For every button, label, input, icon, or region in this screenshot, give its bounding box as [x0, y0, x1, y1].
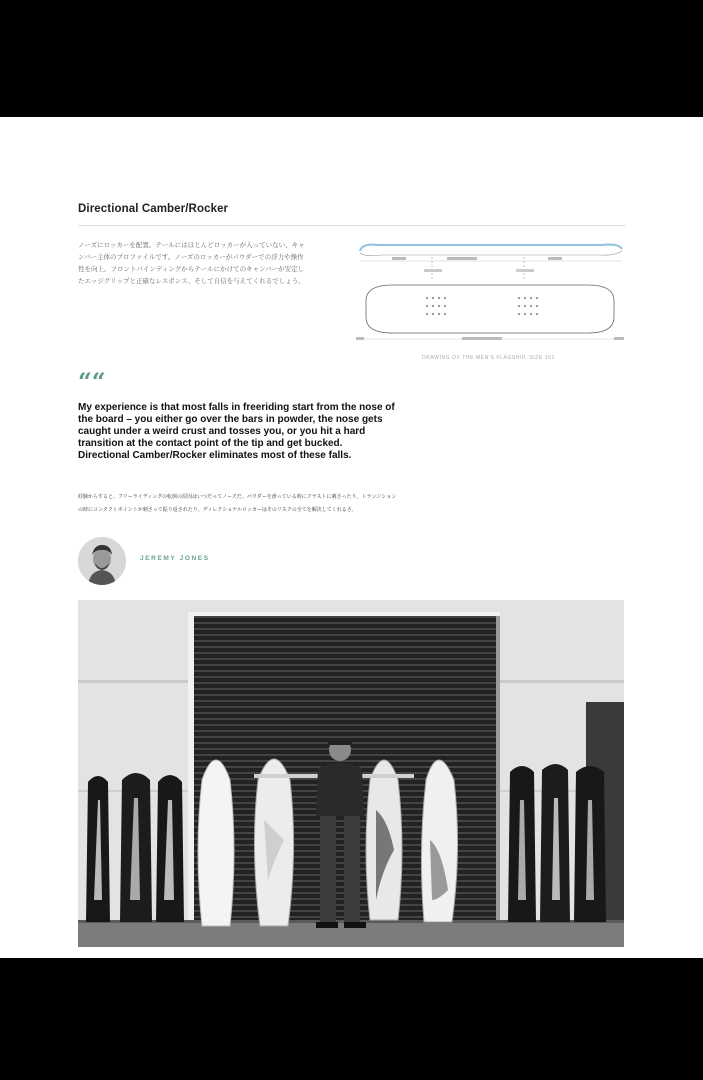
quote-text-jp: 経験からすると、フリーライディングの転倒の原因はいつだってノーズだ。パウダーを滑っている時にクラストに刺さったり、トランジションの時にコンタクトポイントが刺さって振り返されたり。ディレクショナルロッカーはそのリスクの全てを解決してくれるさ。 [78, 494, 397, 513]
author-avatar [78, 537, 126, 585]
title-divider [78, 225, 626, 226]
top-black-bar [0, 0, 703, 117]
section-title: Directional Camber/Rocker [78, 203, 229, 215]
intro-text-jp: ノーズにロッカーを配置。テールにはほとんどロッカーが入っていない、キャンバー主体のプロファイルです。ノーズのロッカーがパウダーでの浮力や操作性を向上。フロントバインディングからテールにかけてのキャンバーが安定したエッジグリップと正確なレスポンス、そして自信を与えてくれるでしょう。 [78, 242, 305, 285]
catalog-page [0, 117, 703, 958]
quote-mark: ““ [78, 367, 106, 396]
snowboard-profile-diagram-icon [352, 239, 628, 349]
author-name: JEREMY JONES [140, 555, 210, 562]
diagram-caption: DRAWING OF THE MEN'S FLAGSHIP, SIZE 161 [422, 355, 555, 361]
bottom-black-bar [0, 958, 703, 1080]
author-portrait-icon [78, 537, 126, 585]
snowboard-lineup-photo [78, 600, 624, 947]
photo-illustration [78, 600, 624, 947]
quote-text-en: My experience is that most falls in freeriding start from the nose of the board – you either go over the bars in powder, the nose gets caught under a weird crust and tosses you, or you hit a hard transition at the contact point of the tip and get bucked. Directional Camber/Rocker eliminates most of these falls. [78, 402, 395, 461]
